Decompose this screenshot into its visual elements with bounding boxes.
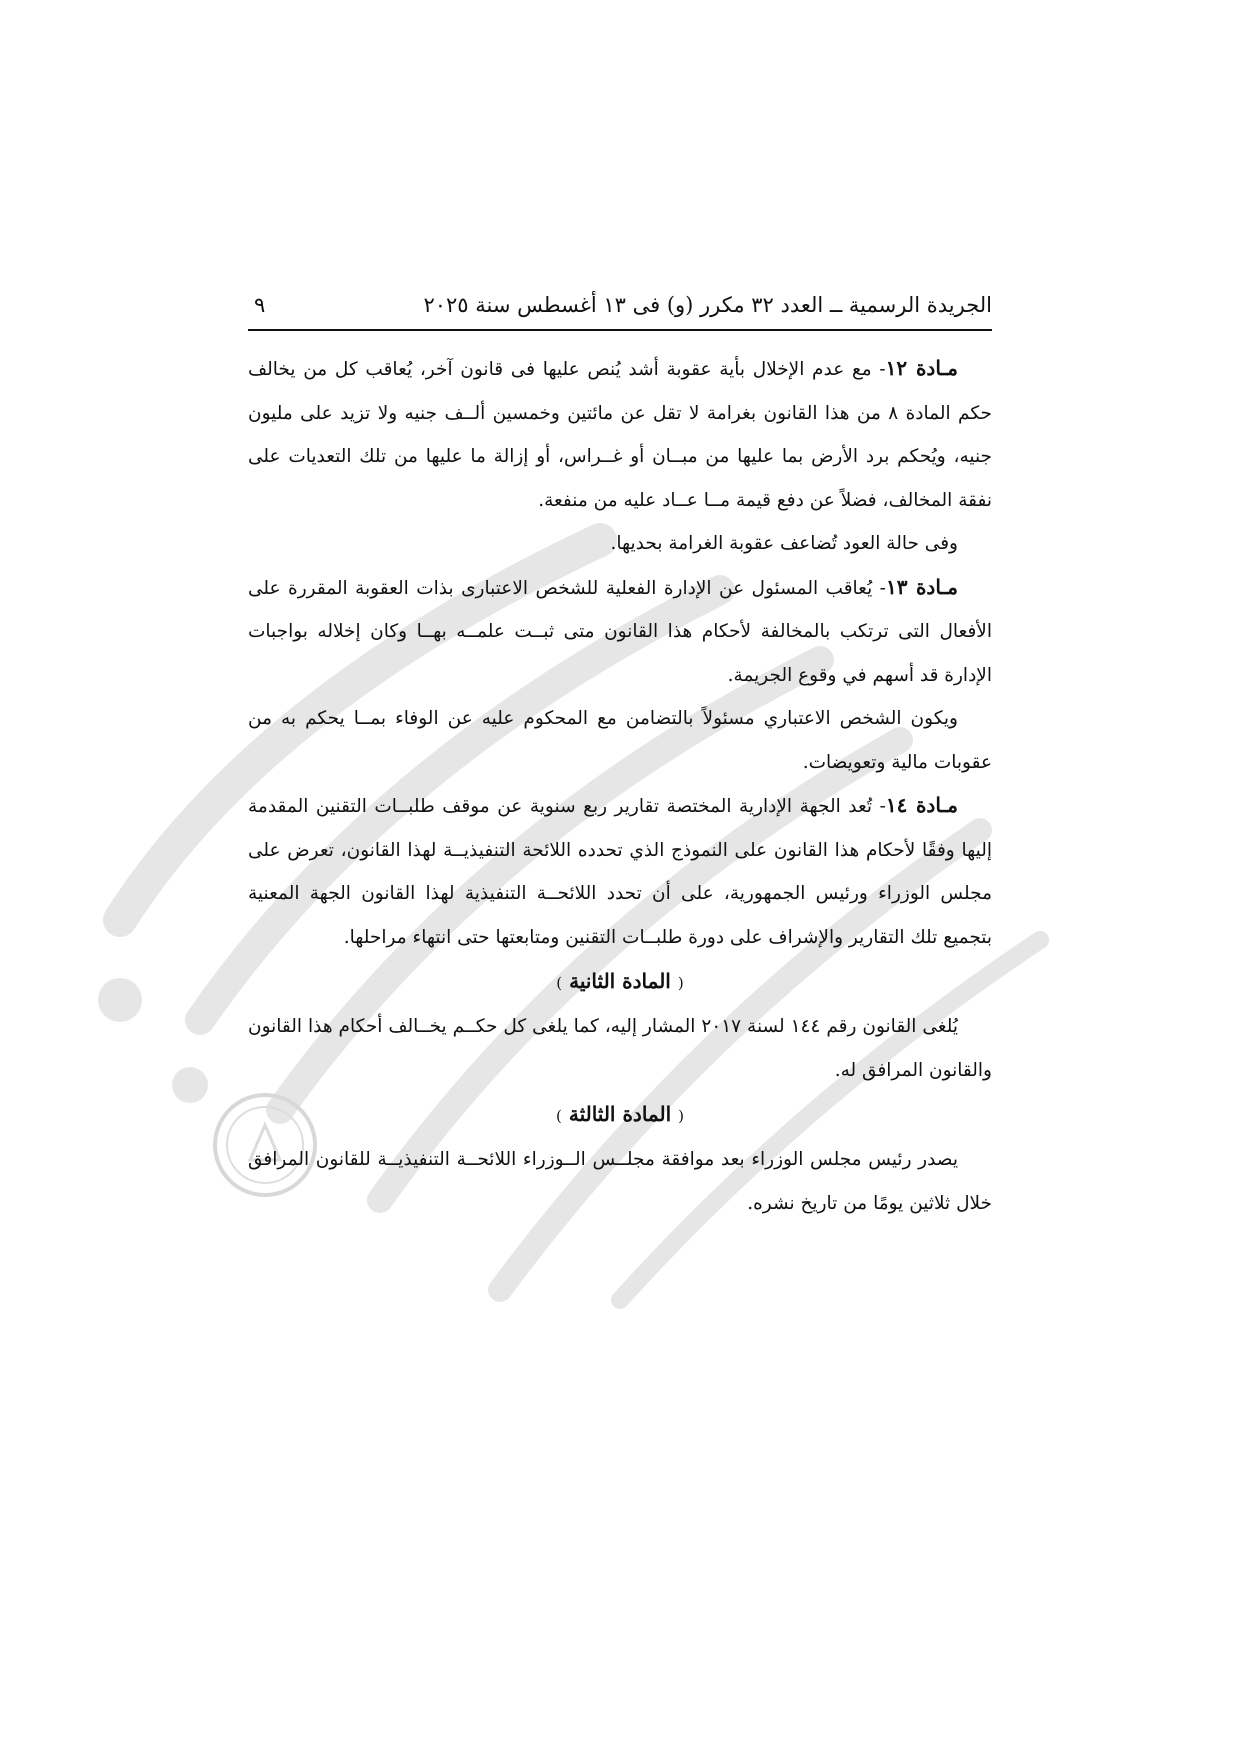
section-2-heading: ( المادة الثانية ) [556, 969, 684, 993]
article-12-repeat-offense-paragraph: وفى حالة العود تُضاعف عقوبة الغرامة بحديها. [610, 533, 958, 554]
article-12-text: - مع عدم الإخلال بأية عقوبة أشد يُنص عليها فى قانون آخر، يُعاقب كل من يخالف حكم المادة ٨ من هذا القانون بغرامة لا تقل عن مائتين وخمسين ألــف جنيه ولا تزيد على مليون جنيه، ويُحكم برد الأرض بما عليها من مبــان أو غــراس، أو إزالة ما عليها من تلك التعديات على نفقة المخالف، فضلاً عن دفع قيمة مــا عــاد عليه من منفعة. [248, 359, 992, 511]
gazette-page [248, 285, 992, 1225]
section-3-text: يصدر رئيس مجلس الوزراء بعد موافقة مجلــس الــوزراء اللائحــة التنفيذيــة للقانون المرافق خلال ثلاثين يومًا من تاريخ نشره. [248, 1149, 992, 1214]
article-13-paragraph [248, 566, 992, 698]
article-12-paragraph [248, 347, 992, 522]
section-2-text: يُلغى القانون رقم ١٤٤ لسنة ٢٠١٧ المشار إليه، كما يلغى كل حكــم يخــالف أحكام هذا القانون والقانون المرافق له. [248, 1016, 992, 1081]
article-13-label: مـادة ١٣ [885, 574, 959, 599]
article-13-liability-paragraph: ويكون الشخص الاعتباري مسئولاً بالتضامن مع المحكوم عليه عن الوفاء بمــا يحكم به من عقوبات مالية وتعويضات. [248, 708, 992, 773]
header-title: الجريدة الرسمية ــ العدد ٣٢ مكرر (و) فى ١٣ أغسطس سنة ٢٠٢٥ [423, 293, 992, 317]
page-number: ٩ [254, 293, 266, 317]
section-3-heading: ( المادة الثالثة ) [556, 1102, 684, 1126]
page-header [248, 285, 992, 331]
article-12-label: مـادة ١٢ [885, 356, 958, 380]
article-14-label: مـادة ١٤ [885, 793, 959, 817]
article-14-paragraph [248, 784, 992, 959]
article-13-text: - يُعاقب المسئول عن الإدارة الفعلية للشخص الاعتبارى بذات العقوبة المقررة على الأفعال التى ترتكب بالمخالفة لأحكام هذا القانون متى ثبــت علمــه بهــا وكان إخلاله بواجبات الإدارة قد أسهم في وقوع الجريمة. [248, 577, 992, 686]
article-14-text: - تُعد الجهة الإدارية المختصة تقارير ربع سنوية عن موقف طلبــات التقنين المقدمة إليها وفقًا لأحكام هذا القانون على النموذج الذي تحدده اللائحة التنفيذيــة لهذا القانون، تعرض على مجلس الوزراء ورئيس الجمهورية، على أن تحدد اللائحــة التنفيذية لهذا القانون الجهة المعنية بتجميع تلك التقارير والإشراف على دورة طلبــات التقنين ومتابعتها حتى انتهاء مراحلها. [248, 796, 992, 948]
